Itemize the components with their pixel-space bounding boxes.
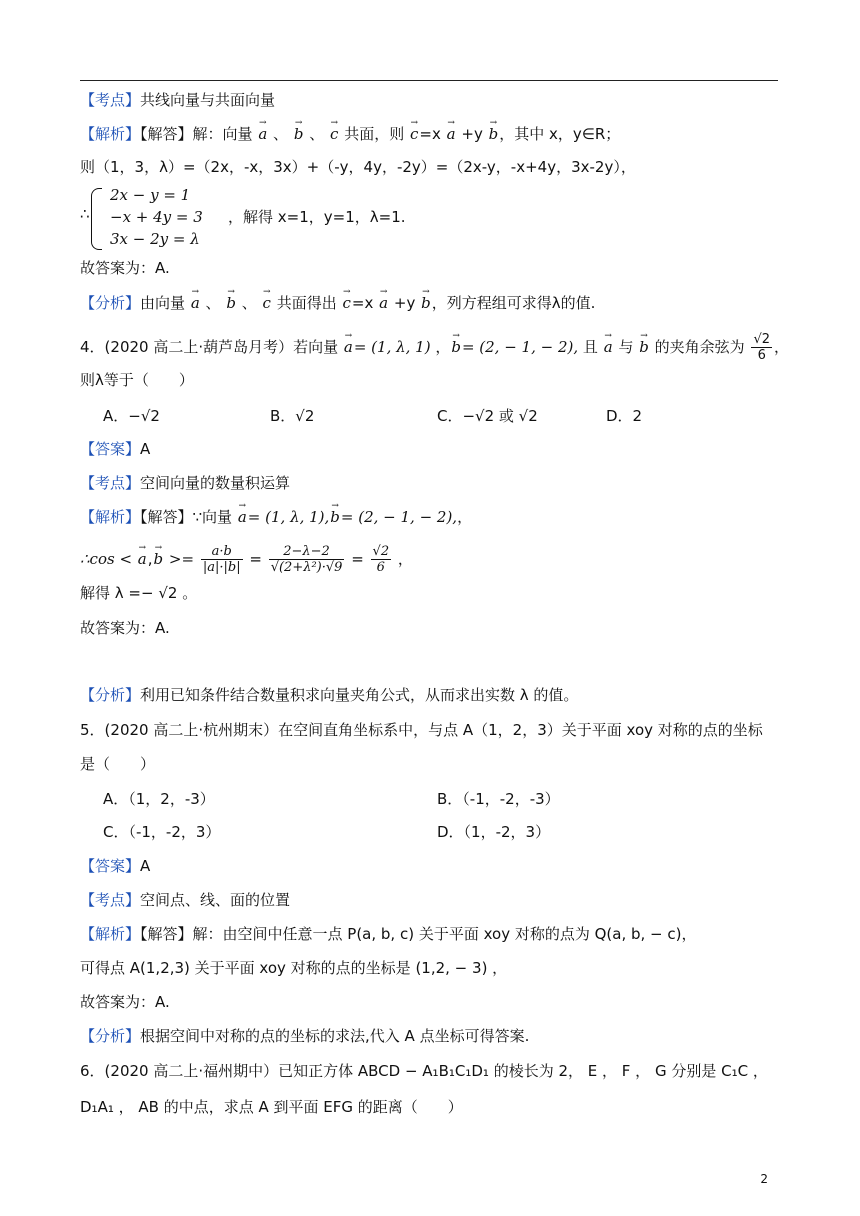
- q4-solve: 解得 λ =− √2 。: [80, 584, 198, 602]
- q3-fenxi-line: [80, 292, 790, 314]
- q5-fenxi-text: 根据空间中对称的点的坐标的求法,代入 A 点坐标可得答案.: [140, 1027, 530, 1045]
- q3-fenxi-text-3: ，列方程组可求得λ的值.: [431, 294, 596, 312]
- eq-plus: +y: [461, 125, 483, 143]
- daan-tag: 【答案】: [80, 440, 141, 458]
- vector-a: → a: [446, 123, 457, 145]
- q4-jiexi: [80, 506, 790, 528]
- vector-b: → b: [488, 123, 500, 145]
- q5-stem-line2: 是（ ）: [80, 755, 156, 773]
- q3-fenxi-text: 由向量: [140, 294, 186, 312]
- fraction-numerator: √2: [753, 332, 770, 347]
- fraction-substituted: [269, 544, 345, 575]
- q4-answer-value: A: [140, 440, 151, 458]
- page-number: 2: [760, 1172, 768, 1186]
- q4-fenxi-text: 利用已知条件结合数量积求向量夹角公式，从而求出实数 λ 的值。: [140, 686, 579, 704]
- q4-vec-a-value: = (1, λ, 1): [353, 338, 431, 356]
- header-rule: [80, 80, 778, 81]
- q6-stem: 6．(2020 高二上·福州期中）已知正方体 ABCD − A₁B₁C₁D₁ 的棱长为 2， E ， F ， G 分别是 C₁C ，: [80, 1062, 768, 1080]
- jiexi-tag: 【解析】: [80, 925, 141, 943]
- vector-a: → a: [137, 548, 148, 570]
- eq-rhs: =x: [419, 125, 441, 143]
- separator: 、: [241, 294, 257, 312]
- q4-answer: [80, 438, 790, 460]
- vector-a: → a: [257, 123, 268, 145]
- fenxi-tag: 【分析】: [80, 1027, 141, 1045]
- q5-option-b: B．（-1，-2，-3）: [437, 790, 560, 808]
- q3-line2: 则（1，3，λ）=（2x，-x，3x）+（-y，4y，-2y）=（2x-y，-x+4y，3x-2y），: [80, 158, 636, 176]
- q4-jiexi-tail: ，: [457, 508, 473, 526]
- q4-stem-text: 4．(2020 高二上·葫芦岛月考）若向量: [80, 338, 339, 356]
- equation-1: 2x − y = 1: [110, 186, 191, 204]
- q4-option-b: B．√2: [270, 407, 315, 425]
- equation-2: −x + 4y = 3: [110, 208, 203, 226]
- vector-a: → a: [343, 336, 354, 358]
- q5-line2: 可得点 A(1,2,3) 关于平面 xoy 对称的点的坐标是 (1,2, − 3) ，: [80, 959, 508, 977]
- equation-3: 3x − 2y = λ: [110, 230, 200, 248]
- q4-kaodian: [80, 472, 790, 494]
- q3-answer-line: 故答案为：A.: [80, 259, 170, 277]
- q5-stem: 5．(2020 高二上·杭州期末）在空间直角坐标系中，与点 A（1，2，3）关于平面 xoy 对称的点的坐标: [80, 721, 763, 739]
- vector-b: → b: [420, 292, 432, 314]
- kaodian-tag: 【考点】: [80, 891, 141, 909]
- q5-answer-line: 故答案为：A.: [80, 993, 170, 1011]
- fenxi-tag: 【分析】: [80, 686, 141, 704]
- q4-jiexi-vec-a: = (1, λ, 1),: [247, 508, 330, 526]
- vector-c: → c: [262, 292, 272, 314]
- fraction-denominator: |a|·|b|: [202, 560, 241, 575]
- q4-option-a: A．−√2: [103, 407, 160, 425]
- q4-vec-b-value: = (2, − 1, − 2),: [461, 338, 579, 356]
- vector-c: → c: [342, 292, 352, 314]
- q3-fenxi-text-2: 共面得出: [276, 294, 337, 312]
- vector-c: → c: [409, 123, 419, 145]
- q3-jieda-text: 【解答】解：向量: [140, 125, 253, 143]
- q4-stem-text-4: 的夹角余弦为: [654, 338, 745, 356]
- system-brace: [91, 188, 102, 250]
- q3-kaodian-text: 共线向量与共面向量: [140, 91, 276, 109]
- fraction-numerator: a·b: [201, 544, 243, 560]
- vector-b: → b: [225, 292, 237, 314]
- eq-rhs: =x: [351, 294, 374, 312]
- q6-stem-line2: D₁A₁ ， AB 的中点，求点 A 到平面 EFG 的距离（ ）: [80, 1098, 463, 1116]
- q5-jiexi-text: 【解答】解：由空间中任意一点 P(a, b, c) 关于平面 xoy 对称的点为 Q(a, b, − c)，: [140, 925, 697, 943]
- fraction-numerator: √2: [372, 544, 390, 559]
- vector-a: → a: [190, 292, 201, 314]
- q3-solve-text: ，解得 x=1，y=1，λ=1.: [228, 208, 406, 226]
- q4-stem: 4．(2020 高二上·葫芦岛月考）若向量 → a= (1, λ, 1) ，→ b= (2, − 1, − 2), 且 → a 与 → b 的夹角余弦为 $\frac{√2}{6}$ ，: [80, 332, 790, 363]
- cos-mid: >=: [168, 550, 195, 568]
- q5-kaodian: [80, 889, 790, 911]
- q4-jiexi-text: 【解答】∵向量: [140, 508, 233, 526]
- separator: 、: [273, 125, 289, 143]
- q4-jiexi-vec-b: = (2, − 1, − 2),: [340, 508, 458, 526]
- jiexi-tag: 【解析】: [80, 508, 141, 526]
- q4-option-c: C．−√2 或 √2: [437, 407, 538, 425]
- therefore-symbol: ∴: [80, 205, 90, 223]
- daan-tag: 【答案】: [80, 857, 141, 875]
- q5-option-c: C．（-1，-2，3）: [103, 823, 221, 841]
- q4-stem-text-3: 与: [618, 338, 634, 356]
- cos-lhs: ∴cos <: [80, 550, 133, 568]
- q4-fenxi: [80, 684, 790, 706]
- vector-b: → b: [153, 548, 165, 570]
- fraction-denominator: √(2+λ²)·√9: [270, 560, 343, 575]
- vector-a: → a: [603, 336, 614, 358]
- q5-answer-value: A: [140, 857, 151, 875]
- q3-kaodian-line: [80, 89, 790, 111]
- vector-b: → b: [638, 336, 650, 358]
- q4-cos-formula: ∴cos < → a,→ b >= $\frac{a\cdot b}{|a|\cdot|b|}$ = $\frac{2-\lambda-2}{\text{√(2+λ²)·√9}}$ = $\frac{√2}{6}$ ，: [80, 544, 790, 575]
- fraction-dot-product: [201, 544, 243, 575]
- q4-option-d: D．2: [606, 407, 643, 425]
- vector-b: → b: [329, 506, 341, 528]
- q5-option-d: D．（1，-2，3）: [437, 823, 551, 841]
- q4-stem-line2: 则λ等于（ ）: [80, 371, 194, 389]
- q3-jieda-text-3: ，其中 x，y∈R；: [499, 125, 621, 143]
- fraction-denominator: 6: [757, 348, 766, 363]
- fenxi-tag: 【分析】: [80, 294, 141, 312]
- q4-stem-text-2: 且: [582, 338, 598, 356]
- q5-jiexi: [80, 923, 790, 945]
- q4-kaodian-text: 空间向量的数量积运算: [140, 474, 291, 492]
- kaodian-tag: 【考点】: [80, 474, 141, 492]
- cos-tail: ，: [397, 550, 413, 568]
- cosine-fraction: [751, 332, 772, 363]
- fraction-denominator: 6: [376, 560, 385, 575]
- separator: 、: [309, 125, 325, 143]
- q5-kaodian-text: 空间点、线、面的位置: [140, 891, 291, 909]
- separator: 、: [205, 294, 221, 312]
- jiexi-tag: 【解析】: [80, 125, 141, 143]
- q5-fenxi: [80, 1025, 790, 1047]
- q4-answer-line: 故答案为：A.: [80, 619, 170, 637]
- q5-option-a: A．（1，2，-3）: [103, 790, 215, 808]
- vector-a: → a: [378, 292, 389, 314]
- q5-answer: [80, 855, 790, 877]
- q3-jieda-text-2: 共面，则: [344, 125, 405, 143]
- fraction-result: [371, 544, 392, 575]
- vector-c: → c: [329, 123, 339, 145]
- vector-a: → a: [237, 506, 248, 528]
- kaodian-tag: 【考点】: [80, 91, 141, 109]
- q3-jiexi-line: [80, 123, 790, 145]
- vector-b: → b: [293, 123, 305, 145]
- fraction-numerator: 2−λ−2: [269, 544, 345, 560]
- vector-b: → b: [450, 336, 462, 358]
- eq-plus: +y: [393, 294, 416, 312]
